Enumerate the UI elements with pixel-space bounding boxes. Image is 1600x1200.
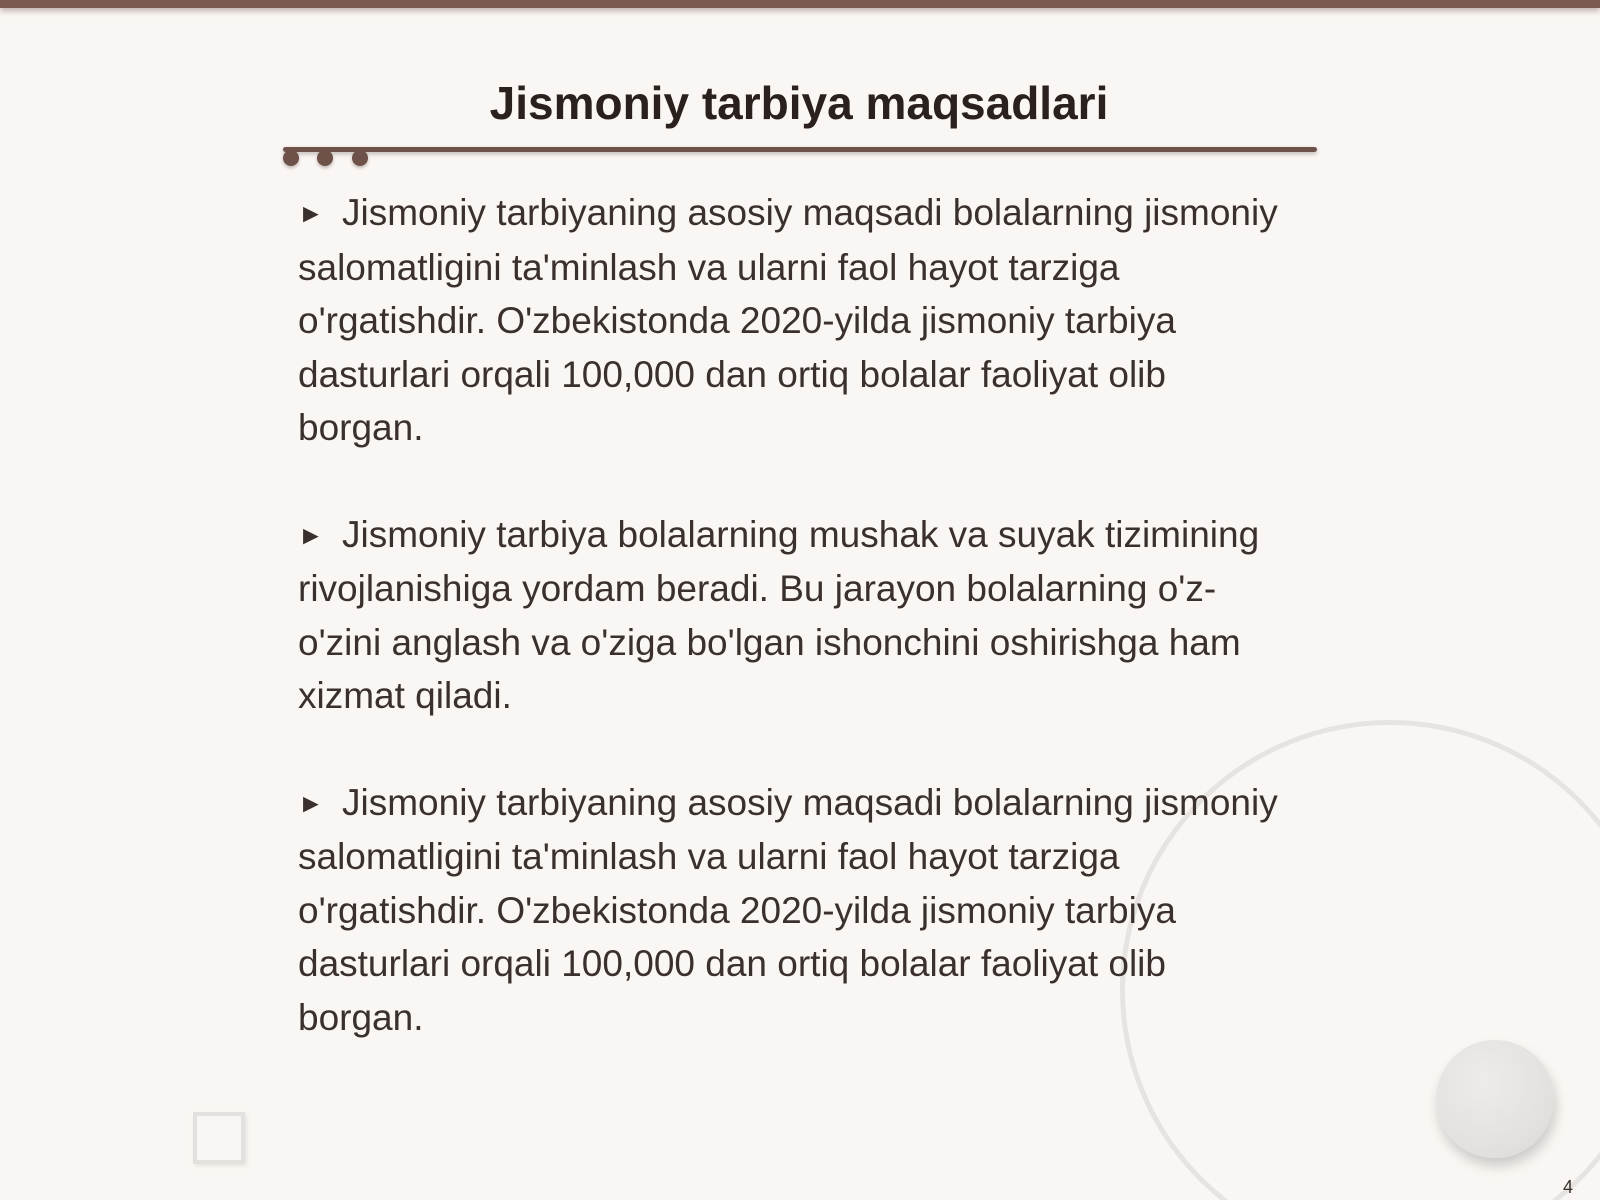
bullet-paragraph [298, 508, 1298, 723]
bullet-arrow-icon: ► [298, 198, 324, 228]
decorative-sphere [1436, 1040, 1554, 1158]
bullet-text: Jismoniy tarbiya bolalarning mushak va suyak tizimining rivojlanishiga yordam beradi. Bu jarayon bolalarning o'z-o'zini anglash va o'ziga bo'lgan ishonchini oshirishga ham xizmat qiladi. [298, 513, 1260, 716]
bullet-arrow-icon: ► [298, 787, 324, 818]
underline-dot [283, 150, 299, 166]
bullet-arrow-icon: ► [298, 519, 324, 550]
slide-title: Jismoniy tarbiya maqsadlari [489, 77, 1109, 129]
bullet-text: Jismoniy tarbiyaning asosiy maqsadi bolalarning jismoniy salomatligini ta'minlash va ularni faol hayot tarziga o'rgatishdir. O'zbekistonda 2020-yilda jismoniy tarbiya dasturlari orqali 100,000 dan ortiq bolalar faoliyat olib borgan. [298, 192, 1278, 448]
top-accent-bar [0, 0, 1600, 8]
bullet-list [298, 186, 1298, 1097]
title-underline [283, 147, 1317, 152]
bullet-paragraph [298, 186, 1298, 455]
underline-dot [317, 150, 333, 166]
page-number: 4 [1562, 1177, 1573, 1197]
bullet-paragraph [298, 776, 1298, 1045]
underline-dot [352, 150, 368, 166]
decorative-square [193, 1112, 245, 1164]
bullet-text: Jismoniy tarbiyaning asosiy maqsadi bolalarning jismoniy salomatligini ta'minlash va ularni faol hayot tarziga o'rgatishdir. O'zbekistonda 2020-yilda jismoniy tarbiya dasturlari orqali 100,000 dan ortiq bolalar faoliyat olib borgan. [298, 781, 1278, 1038]
